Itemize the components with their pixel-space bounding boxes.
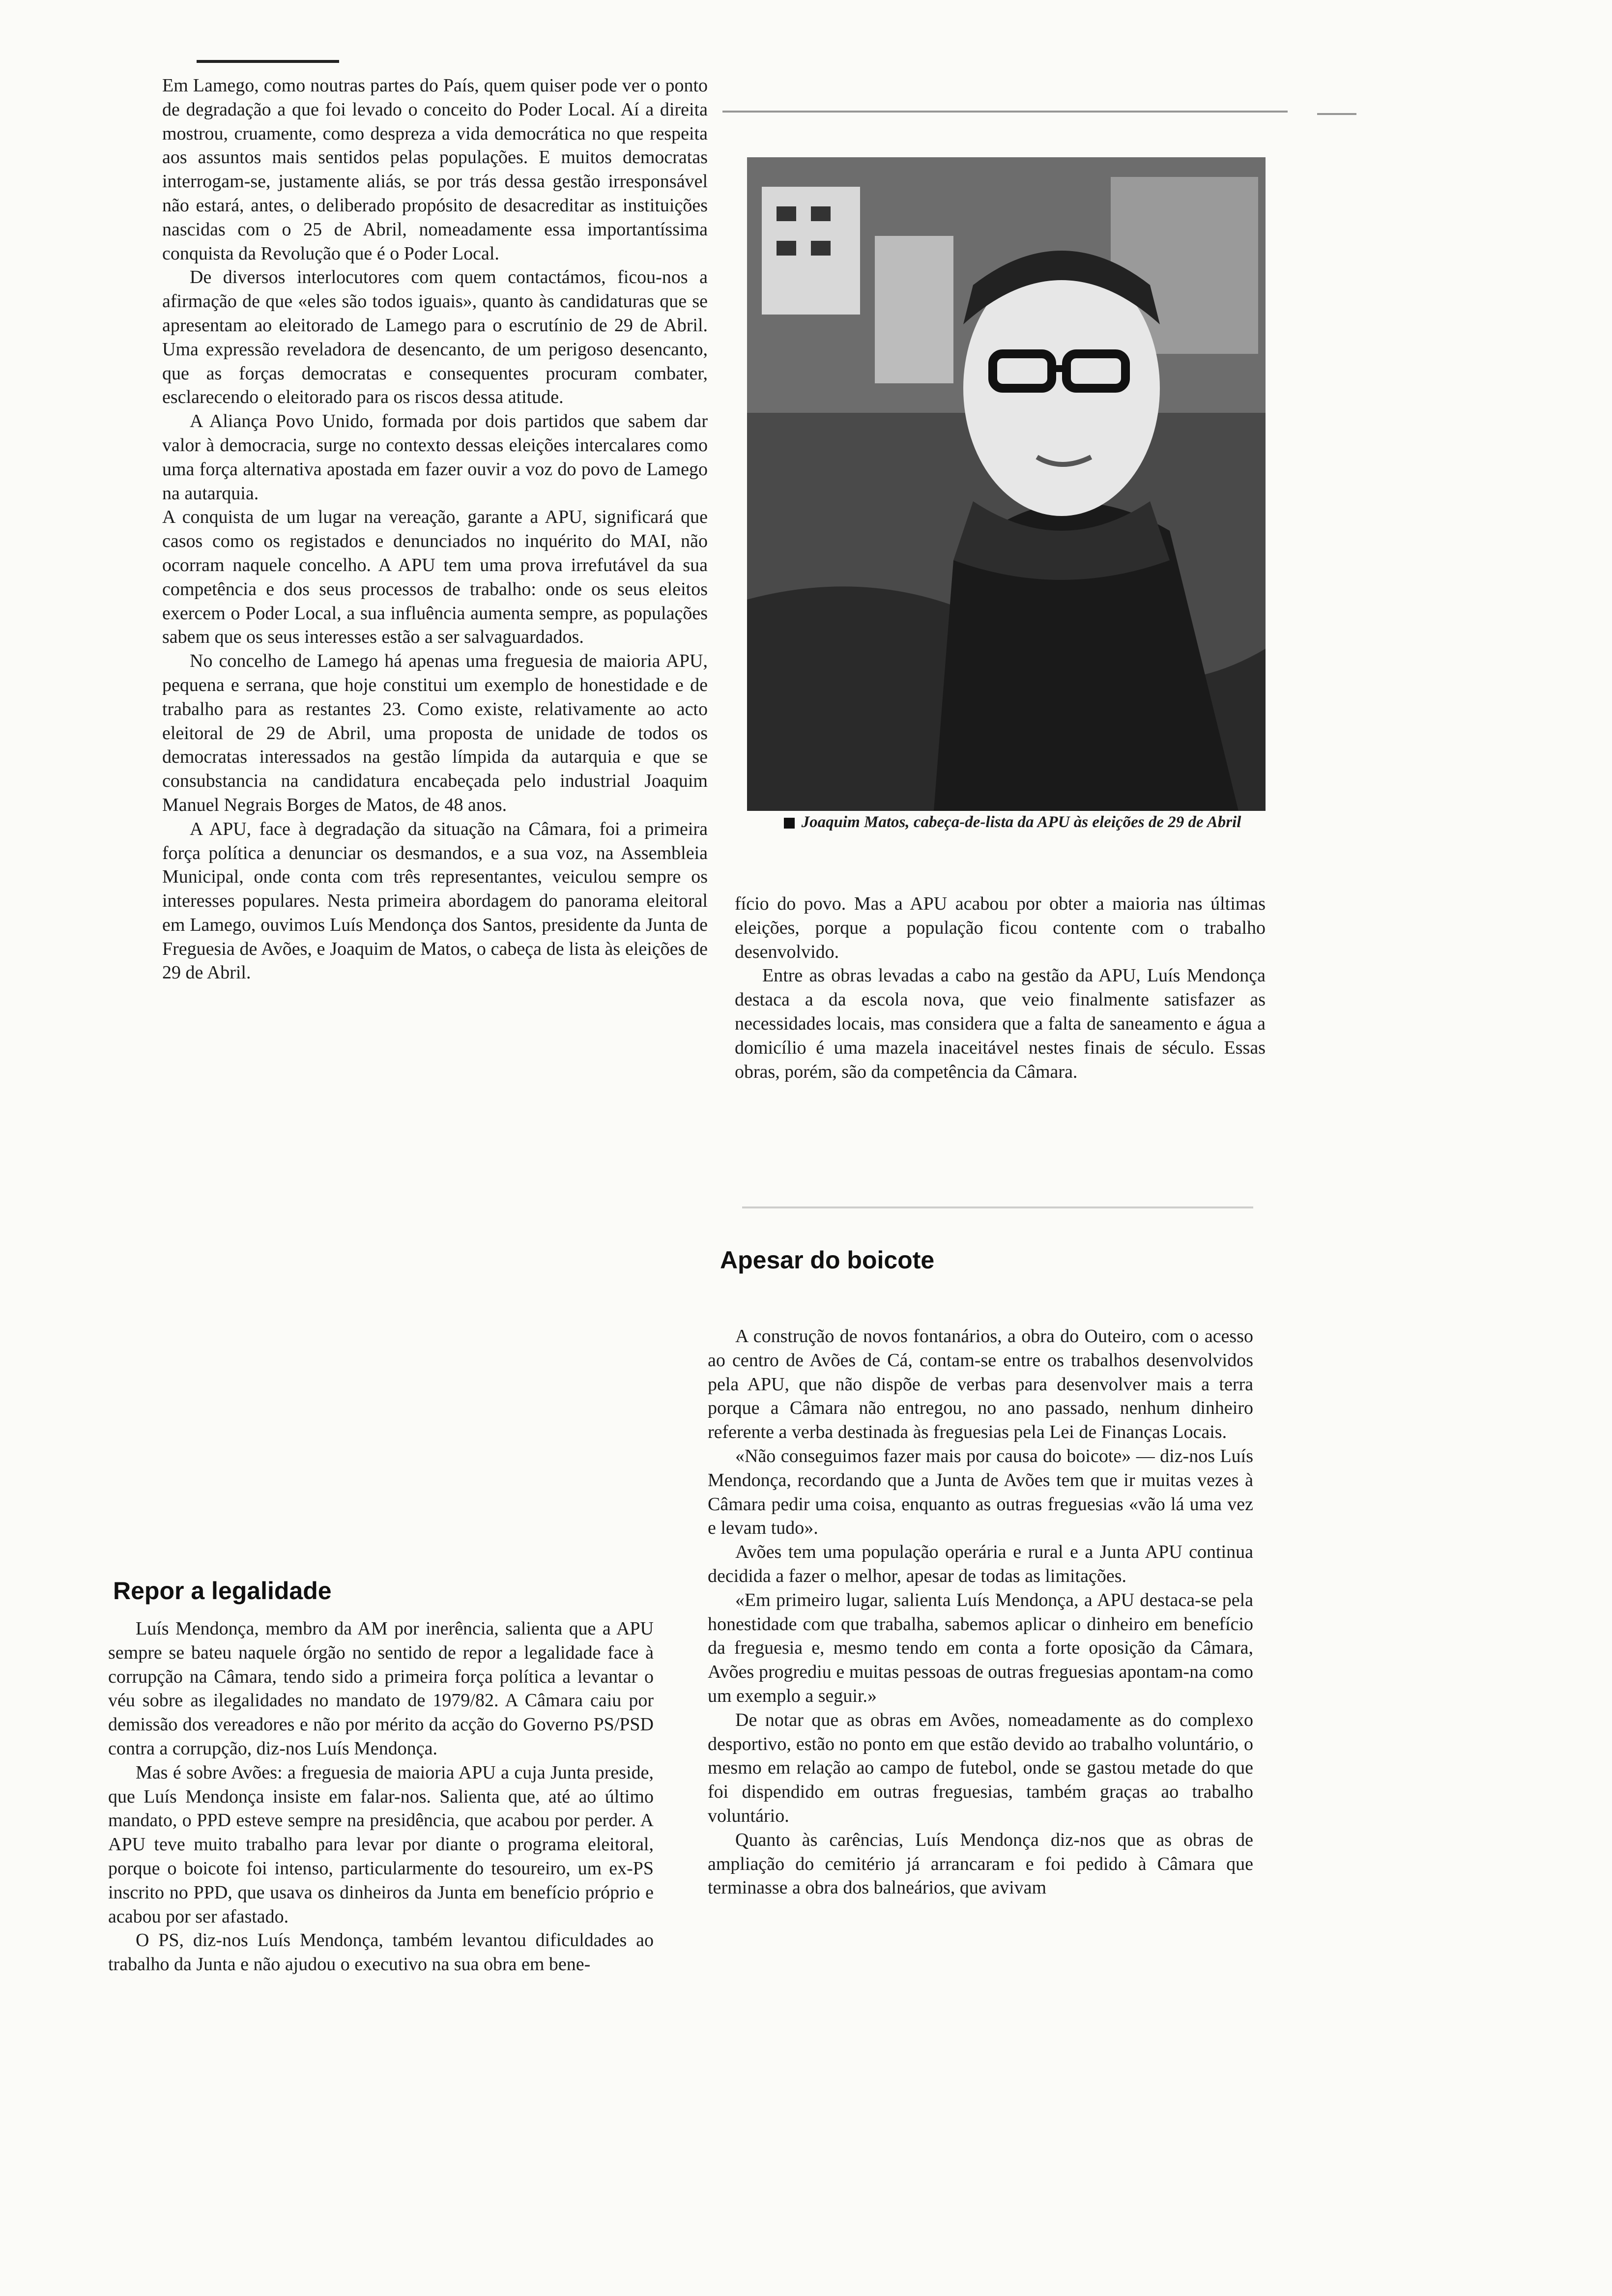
paragraph: De notar que as obras em Avões, nomeadamente as do complexo desportivo, estão no ponto em que estão devido ao trabalho voluntário, o mesmo em relação ao campo de futebol, onde se gastou metade do que foi dispendido em outras freguesias, também graças ao trabalho voluntário. (708, 1709, 1253, 1826)
paragraph: Avões tem uma população operária e rural e a Junta APU continua decidida a fazer o melhor, apesar de todas as limitações. (708, 1542, 1253, 1586)
paragraph: No concelho de Lamego há apenas uma freguesia de maioria APU, pequena e serrana, que hoje constitui um exemplo de honestidade e de trabalho para as restantes 23. Como existe, relativamente ao acto eleitoral de 29 de Abril, uma proposta de unidade de todos os democratas interessados na gestão límpida da autarquia e que se consubstancia na candidatura encabeçada pelo industrial Joaquim Manuel Negrais Borges de Matos, de 48 anos. (162, 651, 708, 815)
paragraph: Entre as obras levadas a cabo na gestão da APU, Luís Mendonça destaca a da escola nova, que veio finalmente satisfazer as necessidades locais, mas considera que a falta de saneamento e água a domicílio é uma mazela inaceitável nestes finais de século. Essas obras, porém, são da competência da Câmara. (735, 965, 1266, 1082)
photo-image (747, 157, 1266, 811)
article-column-1-lower (108, 1617, 654, 1977)
caption-text: Joaquim Matos, cabeça-de-lista da APU às eleições de 29 de Abril (801, 813, 1241, 831)
scan-noise (722, 111, 1288, 113)
paragraph: fício do povo. Mas a APU acabou por obter a maioria nas últimas eleições, porque a população ficou contente com o trabalho desenvolvido. (735, 893, 1266, 962)
article-column-2-lower (708, 1324, 1253, 1900)
paragraph: «Não conseguimos fazer mais por causa do boicote» — diz-nos Luís Mendonça, recordando que a Junta de Avões tem que ir muitas vezes à Câmara pedir uma coisa, enquanto as outras freguesias «vão lá uma vez e levam tudo». (708, 1445, 1253, 1539)
photo-caption (742, 812, 1283, 832)
paragraph: «Em primeiro lugar, salienta Luís Mendonça, a APU destaca-se pela honestidade com que trabalha, sabemos aplicar o dinheiro em benefício da freguesia e, mesmo tendo em conta a forte oposição da Câmara, Avões progrediu e muitas pessoas de outras freguesias apontam-na como um exemplo a seguir.» (708, 1589, 1253, 1706)
portrait-photo (747, 157, 1266, 811)
paragraph: A Aliança Povo Unido, formada por dois partidos que sabem dar valor à democracia, surge no contexto dessas eleições intercalares como uma força alternativa apostada em fazer ouvir a voz do povo de Lamego na autarquia. (162, 411, 708, 504)
caption-bullet-icon (784, 818, 795, 829)
subheading-repor-legalidade: Repor a legalidade (113, 1577, 332, 1605)
paragraph: O PS, diz-nos Luís Mendonça, também levantou dificuldades ao trabalho da Junta e não ajudou o executivo na sua obra em bene- (108, 1930, 654, 1975)
top-rule (197, 60, 339, 63)
paragraph: De diversos interlocutores com quem contactámos, ficou-nos a afirmação de que «eles são todos iguais», quanto às candidaturas que se apresentam ao eleitorado de Lamego para o escrutínio de 29 de Abril. Uma expressão reveladora de desencanto, de um perigoso desencanto, que as forças democratas e consequentes procuram combater, esclarecendo o eleitorado para os riscos dessa atitude. (162, 267, 708, 408)
scan-noise (742, 1206, 1253, 1208)
article-column-2 (735, 892, 1266, 1084)
paragraph: A conquista de um lugar na vereação, garante a APU, significará que casos como os registados e denunciados no inquérito do MAI, não ocorram naquele concelho. A APU tem uma prova irrefutável da sua competência e dos seus processos de trabalho: onde os seus eleitos exercem o Poder Local, a sua influência aumenta sempre, as populações sabem que os seus interesses estão a ser salvaguardados. (162, 507, 708, 648)
article-column-1 (162, 74, 708, 985)
paragraph: Quanto às carências, Luís Mendonça diz-nos que as obras de ampliação do cemitério já arrancaram e foi pedido à Câmara que terminasse a obra dos balneários, que avivam (708, 1829, 1253, 1898)
scan-noise (1317, 113, 1356, 115)
subheading-apesar-boicote: Apesar do boicote (720, 1246, 935, 1274)
paragraph: A construção de novos fontanários, a obra do Outeiro, com o acesso ao centro de Avões de Cá, contam-se entre os trabalhos desenvolvidos pela APU, que não dispõe de verbas para desenvolver mais a terra porque a Câmara não entregou, no ano passado, nenhum dinheiro referente a verba destinada às freguesias pela Lei de Finanças Locais. (708, 1326, 1253, 1443)
paragraph: Luís Mendonça, membro da AM por inerência, salienta que a APU sempre se bateu naquele órgão no sentido de repor a legalidade face à corrupção na Câmara, tendo sido a primeira força política a levantar o véu sobre as ilegalidades no mandato de 1979/82. A Câmara caiu por demissão dos vereadores e não por mérito da acção do Governo PS/PSD contra a corrupção, diz-nos Luís Mendonça. (108, 1618, 654, 1759)
paragraph: Em Lamego, como noutras partes do País, quem quiser pode ver o ponto de degradação a que foi levado o conceito do Poder Local. Aí a direita mostrou, cruamente, como despreza a vida democrática no que respeita aos assuntos mais sentidos pelas populações. E muitos democratas interrogam-se, justamente aliás, se por trás dessa gestão irresponsável não estará, antes, o deliberado propósito de desacreditar as instituições nascidas com o 25 de Abril, nomeadamente essa importantíssima conquista da Revolução que é o Poder Local. (162, 75, 708, 264)
paragraph: Mas é sobre Avões: a freguesia de maioria APU a cuja Junta preside, que Luís Mendonça insiste em falar-nos. Salienta que, até ao último mandato, o PPD esteve sempre na presidência, que acabou por perder. A APU teve muito trabalho para levar por diante o programa eleitoral, porque o boicote foi intenso, particularmente do tesoureiro, um ex-PS inscrito no PPD, que usava os dinheiros da Junta em benefício próprio e acabou por ser afastado. (108, 1762, 654, 1927)
paragraph: A APU, face à degradação da situação na Câmara, foi a primeira força política a denunciar os desmandos, e a sua voz, na Assembleia Municipal, onde conta com três representantes, veiculou sempre os interesses populares. Nesta primeira abordagem do panorama eleitoral em Lamego, ouvimos Luís Mendonça dos Santos, presidente da Junta de Freguesia de Avões, e Joaquim de Matos, o cabeça de lista às eleições de 29 de Abril. (162, 818, 708, 983)
